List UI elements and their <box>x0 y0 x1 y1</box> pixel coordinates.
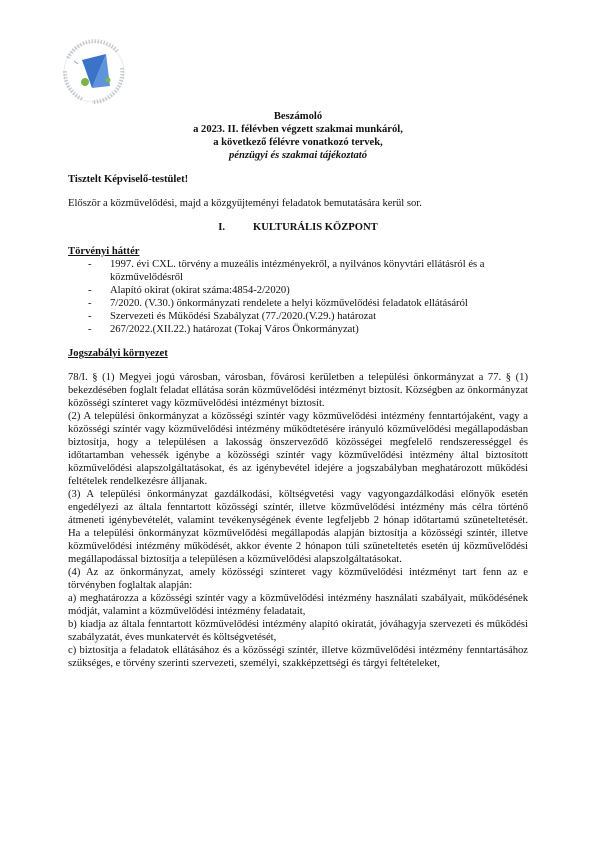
title-line-3: a következő félévre vonatkozó tervek, <box>213 137 383 148</box>
paragraph-1: 78/I. § (1) Megyei jogú városban, városban, fővárosi kerületben a települési önkormányzat a 77. § (1) bekezdésében foglalt feladat ellátása során közművelődési intézményt biztosít. Községben az önkormányzat közösségi színteret vagy közművelődési intézményt biztosít. <box>68 372 528 409</box>
title-line-2: a 2023. II. félévben végzett szakmai munkáról, <box>193 124 403 135</box>
logo-ring-text-left <box>65 70 82 99</box>
logo-ring-text-top <box>68 41 118 58</box>
list-item: - 267/2022.(XII.22.) határozat (Tokaj Város Önkormányzat) <box>88 324 359 335</box>
list-item: - Szervezeti és Működési Szabályzat (77./2020.(V.29.) határozat <box>88 311 377 322</box>
intro-paragraph: Először a közművelődési, majd a közgyűjteményi feladatok bemutatására kerül sor. <box>68 198 422 209</box>
paragraph-4: (4) Az az önkormányzat, amely közösségi színteret vagy közművelődési intézményt tart fenn az e törvényben foglaltak alapján: <box>68 567 528 591</box>
greeting: Tisztelt Képviselő-testület! <box>68 174 189 185</box>
paragraph-a: a) meghatározza a közösségi színtér vagy a közművelődési intézmény használati szabályait, működésének módját, valamint a közművelődési intézmény feladatait, <box>68 593 528 617</box>
legal-background-list <box>68 258 528 336</box>
section-title: KULTURÁLIS KÖZPONT <box>253 222 378 233</box>
list-item: - 1997. évi CXL. törvény a muzeális intézményekről, a nyilvános könyvtári ellátásról és a közművelődésről <box>88 259 485 283</box>
section-number: I. <box>218 222 226 233</box>
legal-background-heading: Törvényi háttér <box>68 246 140 257</box>
institution-logo <box>52 30 136 114</box>
title-line-1: Beszámoló <box>273 111 323 122</box>
document-page <box>68 110 528 670</box>
logo-accent-line <box>74 61 78 64</box>
legal-environment-heading: Jogszabályi környezet <box>68 348 168 359</box>
logo-green-dot-small <box>106 78 111 83</box>
list-item: - 7/2020. (V.30.) önkormányzati rendelete a helyi közművelődési feladatok ellátásáról <box>88 298 468 309</box>
paragraph-c: c) biztosítja a feladatok ellátásához és a közösségi színtér, illetve közművelődési intézmény fenntartásához szükséges, e törvény szerinti szervezeti, személyi, szakképzettségi és tárgyi feltételeket, <box>68 645 528 669</box>
list-item: - Alapító okirat (okirat száma:4854-2/2020) <box>88 285 290 296</box>
logo-green-dot <box>81 78 89 86</box>
title-line-4: pénzügyi és szakmai tájékoztató <box>228 150 368 161</box>
report-title <box>68 110 528 162</box>
paragraph-2: (2) A települési önkormányzat a közösségi színtér vagy közművelődési intézmény fenntartójaként, vagy a közösségi színtér vagy közművelődési intézmény működtetésére irányuló közművelődési megállapodásban biztosítja, hogy a településen a lakosság önszerveződő közösségei megfelelő rendszerességgel és időtartamban vehessék igénybe a közösségi színtér vagy közművelődési intézmény által biztosított közművelődési alapszolgáltatásokat, és az igénybevétel idejére a jogszabályban meghatározott működési feltételek rendelkezésre álljanak. <box>68 411 528 487</box>
legal-environment-text <box>68 371 528 670</box>
paragraph-b: b) kiadja az általa fenntartott közművelődési intézmény alapító okiratát, jóváhagyja szervezeti és működési szabályzatát, éves munkatervét és költségvetését, <box>68 619 528 643</box>
section-heading <box>68 221 528 234</box>
paragraph-3: (3) A települési önkormányzat gazdálkodási, költségvetési vagy vagyongazdálkodási előnyök esetén engedélyezi az általa fenntartott közösségi színtér, illetve közművelődési intézmény más célra történő átmeneti igénybevételét, valamint tevékenységének évente legfeljebb 2 hónap időtartamú szüneteltetését. Ha a települési önkormányzat közművelődési megállapodás alapján biztosítja a közösségi színtér, illetve közművelődési intézmény működését, akkor évente 2 hónapon túli szüneteltetés esetén új közművelődési megállapodással biztosítja a településen a közművelődési alapszolgáltatásokat. <box>68 489 528 565</box>
